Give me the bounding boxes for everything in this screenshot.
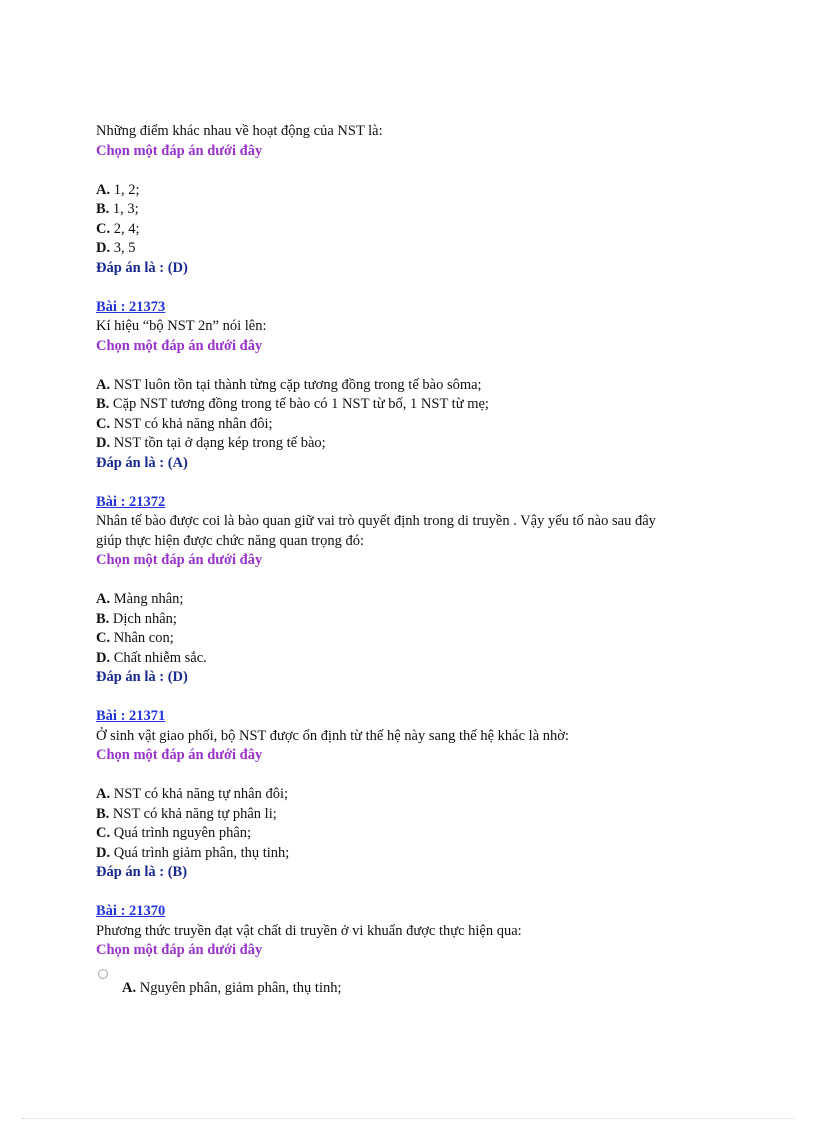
option-letter: B. <box>96 396 110 412</box>
question-text-line-1: Nhân tế bào được coi là bào quan giữ vai trò quyết định trong di truyền . Vậy yếu tố nào sau đây <box>96 513 656 529</box>
option-letter: C. <box>96 630 111 646</box>
option-letter: B. <box>96 201 110 217</box>
answer-text: Đáp án là : (D) <box>96 669 188 685</box>
choose-prompt: Chọn một đáp án dưới đây <box>96 142 263 159</box>
question-title-link[interactable]: Bài : 21373 <box>96 298 166 315</box>
question-text: Những điểm khác nhau về hoạt động của NST là: <box>96 123 383 139</box>
question-title-link[interactable]: Bài : 21371 <box>96 708 166 724</box>
option-b <box>96 395 736 415</box>
option-c <box>96 824 736 844</box>
option-letter: A. <box>96 181 111 198</box>
option-a <box>96 590 736 610</box>
option-text: Quá trình nguyên phân; <box>110 825 252 841</box>
option-a <box>96 181 736 201</box>
option-c <box>96 415 736 435</box>
option-text: 1, 3; <box>109 201 139 217</box>
option-letter: A. <box>96 786 111 802</box>
option-text: Nguyên phân, giảm phân, thụ tinh; <box>136 979 342 996</box>
answer-text: Đáp án là : (A) <box>96 454 188 471</box>
option-text: Quá trình giảm phân, thụ tinh; <box>110 844 290 861</box>
question-text-line-2: giúp thực hiện được chức năng quan trọng đó: <box>96 532 365 549</box>
page-footer-divider <box>22 1118 794 1119</box>
answer-text: Đáp án là : (D) <box>96 259 188 276</box>
option-c <box>96 220 736 240</box>
option-letter: D. <box>96 649 111 666</box>
option-b <box>96 805 736 825</box>
option-text: Nhân con; <box>110 630 174 646</box>
option-text: Màng nhân; <box>110 591 184 607</box>
option-text: Dịch nhân; <box>109 610 177 627</box>
question-title-link[interactable]: Bài : 21372 <box>96 493 166 510</box>
option-letter: B. <box>96 610 110 627</box>
choose-prompt: Chọn một đáp án dưới đây <box>96 552 263 568</box>
option-a-row[interactable] <box>96 961 736 1001</box>
option-letter: C. <box>96 415 111 432</box>
option-letter: A. <box>96 376 111 393</box>
radio-button[interactable] <box>98 969 108 979</box>
option-a[interactable] <box>122 979 342 999</box>
option-letter: A. <box>122 979 137 996</box>
option-c <box>96 629 736 649</box>
option-letter: D. <box>96 240 111 256</box>
option-text: Chất nhiễm sắc. <box>110 649 207 666</box>
option-b <box>96 610 736 630</box>
option-text: NST có khả năng tự phân li; <box>109 805 277 822</box>
question-title-link[interactable]: Bài : 21370 <box>96 903 166 919</box>
option-text: 3, 5 <box>110 240 136 256</box>
question-text: Ở sinh vật giao phối, bộ NST được ổn định từ thế hệ này sang thế hệ khác là nhờ: <box>96 727 569 744</box>
option-letter: B. <box>96 805 110 822</box>
option-letter: D. <box>96 844 111 861</box>
option-d <box>96 239 736 259</box>
option-d <box>96 434 736 454</box>
option-text: 1, 2; <box>110 181 140 198</box>
option-b <box>96 200 736 220</box>
question-text: Kí hiệu “bộ NST 2n” nói lên: <box>96 318 267 334</box>
option-text: NST luôn tồn tại thành từng cặp tương đồng trong tế bào sôma; <box>110 376 482 393</box>
option-a <box>96 376 736 396</box>
answer-text: Đáp án là : (B) <box>96 864 188 880</box>
option-text: NST có khả năng nhân đôi; <box>110 415 273 432</box>
option-text: 2, 4; <box>110 220 140 237</box>
option-letter: D. <box>96 435 111 451</box>
choose-prompt: Chọn một đáp án dưới đây <box>96 747 263 763</box>
option-letter: C. <box>96 220 111 237</box>
option-text: NST có khả năng tự nhân đôi; <box>110 786 289 802</box>
option-letter: A. <box>96 591 111 607</box>
choose-prompt: Chọn một đáp án dưới đây <box>96 942 263 958</box>
option-text: NST tồn tại ở dạng kép trong tế bào; <box>110 435 326 451</box>
option-letter: C. <box>96 825 111 841</box>
option-d <box>96 844 736 864</box>
question-text: Phương thức truyền đạt vật chất di truyền ở vi khuẩn được thực hiện qua: <box>96 922 522 939</box>
quiz-page <box>96 122 736 1001</box>
option-a <box>96 785 736 805</box>
option-text: Cặp NST tương đồng trong tế bào có 1 NST từ bố, 1 NST từ mẹ; <box>109 396 489 412</box>
choose-prompt: Chọn một đáp án dưới đây <box>96 337 263 354</box>
option-d <box>96 649 736 669</box>
